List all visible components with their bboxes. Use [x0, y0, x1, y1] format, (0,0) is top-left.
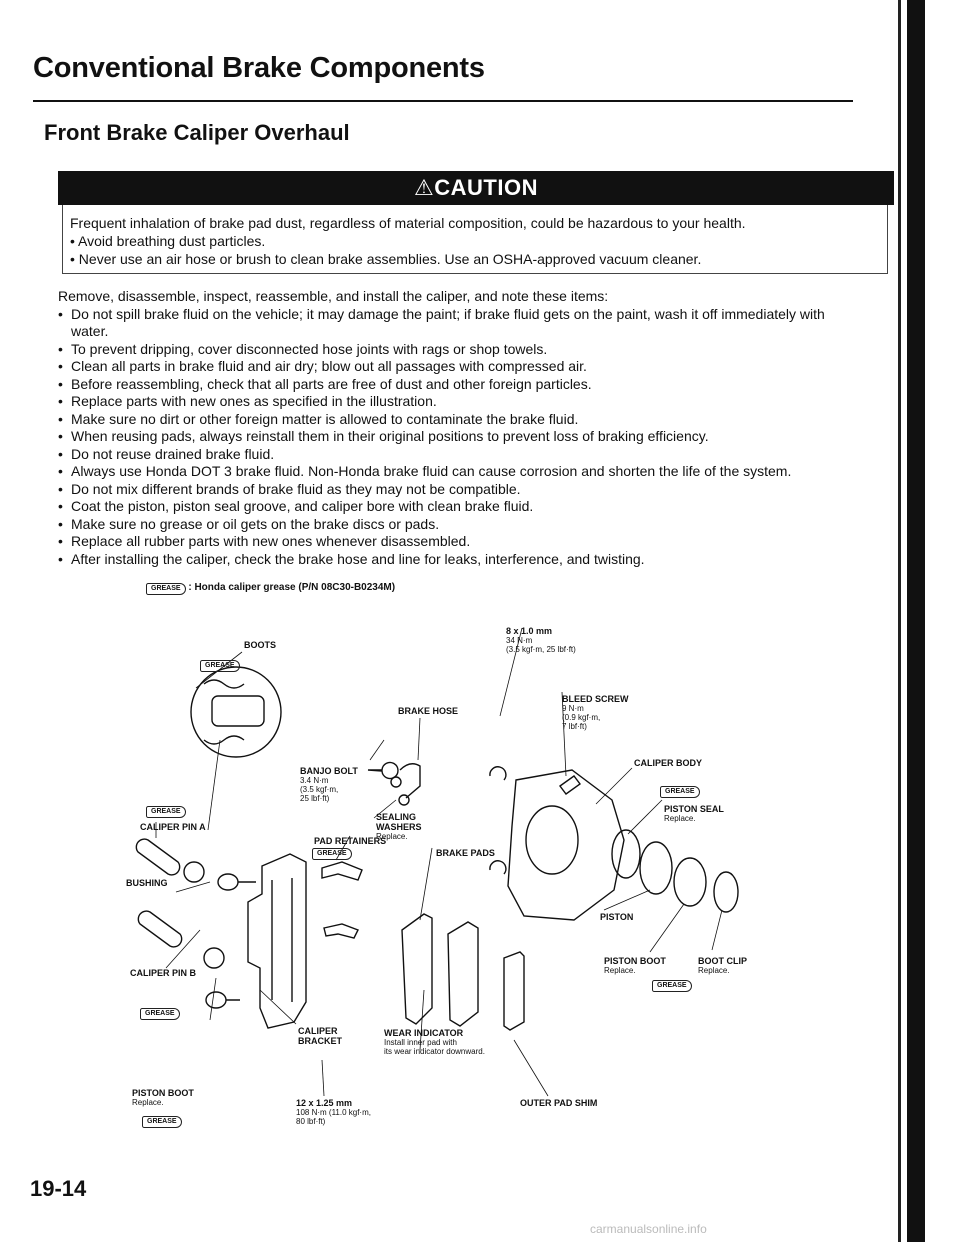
boot-detail-circle — [191, 667, 281, 757]
caution-heading: ⚠CAUTION — [58, 171, 894, 205]
leader-line — [650, 904, 684, 952]
label-sealing-washers: WASHERS — [376, 822, 422, 832]
warning-icon: ⚠ — [414, 175, 435, 200]
caution-line: • Never use an air hose or brush to clean brake assemblies. Use an OSHA-approved vacuum cleaner. — [70, 251, 702, 267]
leader-line — [418, 718, 420, 760]
note-item: • Do not reuse drained brake fluid. — [58, 446, 858, 464]
label-banjo-bolt: BANJO BOLT — [300, 766, 358, 776]
boot-clip-shape — [714, 872, 738, 912]
note-piston-boot-right: Replace. — [604, 966, 636, 975]
torque-banjo-bolt: 3.4 N·m — [300, 776, 329, 785]
note-item: • Do not mix different brands of brake fluid as they may not be compatible. — [58, 481, 858, 499]
watermark: carmanualsonline.info — [590, 1222, 707, 1236]
label-caliper-body: CALIPER BODY — [634, 758, 703, 768]
note-item: • To prevent dripping, cover disconnected hose joints with rags or shop towels. — [58, 341, 858, 359]
brake-hose-shape — [400, 764, 420, 798]
outer-brake-pad — [448, 922, 478, 1026]
outer-pad-shim-shape — [504, 952, 524, 1030]
page-title: Conventional Brake Components — [33, 52, 485, 84]
leader-line — [420, 848, 432, 920]
label-bleed-screw: BLEED SCREW — [562, 694, 629, 704]
leader-line — [514, 1040, 548, 1096]
note-piston-seal: Replace. — [664, 814, 696, 823]
grease-legend-text: : Honda caliper grease (P/N 08C30-B0234M) — [188, 582, 396, 593]
grease-icon: GREASE — [200, 660, 240, 672]
caliper-pin-a-shape — [136, 839, 179, 875]
torque-bleed-screw: 9 N·m — [562, 704, 584, 713]
leader-line — [166, 930, 200, 968]
leader-line — [176, 882, 210, 892]
note-item: • Before reassembling, check that all parts are free of dust and other foreign particles. — [58, 376, 858, 394]
label-piston-boot-left: PISTON BOOT — [132, 1088, 194, 1098]
notes-lead: Remove, disassemble, inspect, reassemble, and install the caliper, and note these items: — [58, 288, 609, 304]
label-outer-pad-shim: OUTER PAD SHIM — [520, 1098, 598, 1108]
label-caliper-bracket: BRACKET — [298, 1036, 342, 1046]
bolt-spec-bottom: 12 x 1.25 mm — [296, 1098, 353, 1108]
bolt-spec-bottom: 108 N·m (11.0 kgf·m, — [296, 1108, 371, 1117]
label-sealing-washers: SEALING — [376, 812, 417, 822]
note-item: • Replace all rubber parts with new ones whenever disassembled. — [58, 533, 858, 551]
note-wear-indicator: Install inner pad with — [384, 1038, 457, 1047]
bracket-boot-lower — [206, 992, 240, 1008]
note-wear-indicator: its wear indicator downward. — [384, 1047, 485, 1056]
leader-line — [628, 800, 662, 834]
label-brake-hose: BRAKE HOSE — [398, 706, 459, 716]
caliper-bracket-shape — [248, 854, 306, 1028]
leader-line — [370, 740, 384, 760]
label-wear-indicator: WEAR INDICATOR — [384, 1028, 464, 1038]
leader-line — [260, 990, 296, 1024]
leader-line — [210, 978, 216, 1020]
bolt-spec-bottom: 80 lbf·ft) — [296, 1117, 326, 1126]
caliper-pin-b-shape — [138, 911, 181, 947]
boot-detail-pin — [212, 696, 264, 726]
pad-retainer-upper — [322, 862, 362, 880]
grease-icon: GREASE — [146, 583, 186, 595]
page-number: 19-14 — [30, 1176, 87, 1201]
grease-icon: GREASE — [146, 806, 186, 818]
inner-brake-pad — [402, 914, 432, 1024]
grease-icon: GREASE — [140, 1008, 180, 1020]
caution-line: Frequent inhalation of brake pad dust, regardless of material composition, could be hazardous to your health. — [70, 215, 746, 231]
label-pad-retainers: PAD RETAINERS — [314, 836, 387, 846]
grease-icon: GREASE — [312, 848, 352, 860]
note-item: • After installing the caliper, check the brake hose and line for leaks, interference, and twisting. — [58, 551, 858, 569]
grease-icon: GREASE — [652, 980, 692, 992]
note-sealing-washers: Replace. — [376, 832, 408, 841]
label-piston-boot-right: PISTON BOOT — [604, 956, 666, 966]
note-boot-clip: Replace. — [698, 966, 730, 975]
grease-icon: GREASE — [660, 786, 700, 798]
label-bushing: BUSHING — [126, 878, 168, 888]
banjo-bolt-shape — [368, 763, 398, 779]
caliper-bore — [526, 806, 578, 874]
torque-bleed-screw: (0.9 kgf·m, — [562, 713, 601, 722]
grease-icon: GREASE — [142, 1116, 182, 1128]
sealing-washer — [399, 795, 409, 805]
piston-seal-shape — [612, 830, 640, 878]
bolt-spec-top: 34 N·m — [506, 636, 533, 645]
bolt-spec-top: (3.5 kgf·m, 25 lbf·ft) — [506, 645, 576, 654]
piston-shape — [640, 842, 672, 894]
bleed-screw-shape — [560, 776, 580, 794]
caliper-pin-b-boot — [204, 948, 224, 968]
bushing-shape — [218, 874, 256, 890]
caliper-body-shape — [508, 770, 624, 920]
note-item: • Make sure no dirt or other foreign matter is allowed to contaminate the brake fluid. — [58, 411, 858, 429]
leader-line — [208, 740, 220, 830]
caliper-pin-a-boot — [184, 862, 204, 882]
leader-line — [322, 1060, 324, 1096]
sealing-washer — [391, 777, 401, 787]
note-item: • Replace parts with new ones as specified in the illustration. — [58, 393, 858, 411]
leader-line — [596, 768, 632, 804]
label-piston-seal: PISTON SEAL — [664, 804, 724, 814]
piston-boot-shape — [674, 858, 706, 906]
label-caliper-pin-b: CALIPER PIN B — [130, 968, 197, 978]
torque-banjo-bolt: (3.5 kgf·m, — [300, 785, 339, 794]
label-boots: BOOTS — [244, 640, 277, 650]
label-boot-clip: BOOT CLIP — [698, 956, 747, 966]
note-item: • When reusing pads, always reinstall them in their original positions to prevent loss of braking efficiency. — [58, 428, 858, 446]
boot-detail-rib — [204, 680, 244, 744]
bolt-spec-top: 8 x 1.0 mm — [506, 626, 553, 636]
caution-line: • Avoid breathing dust particles. — [70, 233, 266, 249]
section-title: Front Brake Caliper Overhaul — [44, 120, 350, 145]
label-caliper-bracket: CALIPER — [298, 1026, 338, 1036]
label-caliper-pin-a: CALIPER PIN A — [140, 822, 206, 832]
torque-bleed-screw: 7 lbf·ft) — [562, 722, 587, 731]
label-piston: PISTON — [600, 912, 634, 922]
note-item: • Make sure no grease or oil gets on the brake discs or pads. — [58, 516, 858, 534]
note-item: • Clean all parts in brake fluid and air dry; blow out all passages with compressed air. — [58, 358, 858, 376]
note-piston-boot-left: Replace. — [132, 1098, 164, 1107]
note-item: • Coat the piston, piston seal groove, and caliper bore with clean brake fluid. — [58, 498, 858, 516]
pad-retainer-lower — [324, 924, 358, 938]
leader-line — [712, 910, 722, 950]
note-item: • Always use Honda DOT 3 brake fluid. Non-Honda brake fluid can cause corrosion and shorten the life of the system. — [58, 463, 858, 481]
torque-banjo-bolt: 25 lbf·ft) — [300, 794, 330, 803]
label-brake-pads: BRAKE PADS — [436, 848, 495, 858]
note-item: • Do not spill brake fluid on the vehicle; it may damage the paint; if brake fluid gets on the paint, wash it off immediately with water. — [58, 306, 858, 341]
